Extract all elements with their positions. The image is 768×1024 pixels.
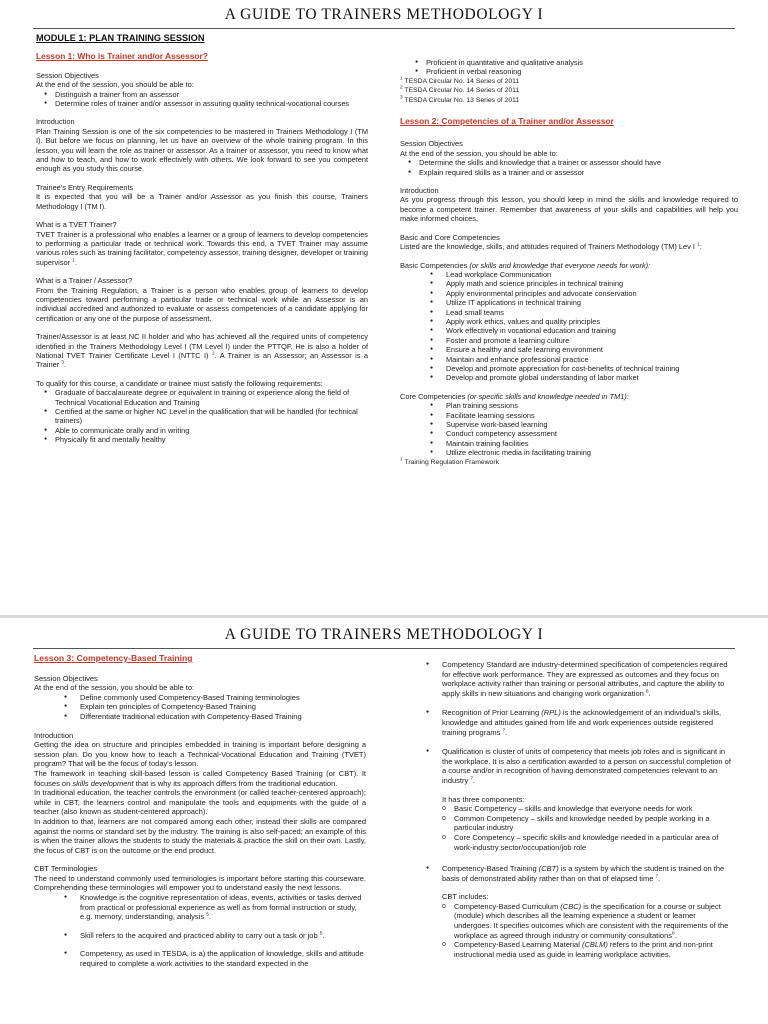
- basic-competencies-list: [408, 270, 738, 383]
- section-heading: Session Objectives: [400, 139, 463, 149]
- list-item: ● Proficient in quantitative and qualitative analysis: [415, 58, 738, 67]
- list-item: ● Proficient in verbal reasoning: [415, 67, 738, 76]
- list-item: ● Supervise work-based learning: [408, 420, 738, 429]
- section-heading: Basic Competencies (or skills and knowledge that everyone needs for work):: [400, 260, 651, 270]
- list-item: o Common Competency – skills and knowledge needed by people working in a particular industry: [442, 814, 734, 833]
- objectives-list: [42, 693, 366, 722]
- list-item: o Competency-Based Curriculum (CBC) is the specification for a course or subject (module) which describes all the learning experience a student or learner undergoes. It specifies outcomes which are consistent with the requirements of the workplace as agreed through industry or community consultations$^8$.: [442, 902, 734, 940]
- list-item: ● Lead small teams: [408, 308, 738, 317]
- list-item: ● Plan training sessions: [408, 401, 738, 410]
- paragraph: Trainer/Assessor is at least NC II holder and who has achieved all the required units of competency identified in the Trainers Methodology Level I (TM Level I) under the PTTQF. He is also a holder of National TVET Trainer Certificate Level I (NTTC I) $^2$. A Trainer is an Assessor; an Assessor is a Trainer $^3$.: [36, 332, 369, 370]
- lesson-title: Lesson 1: Who is Trainer and/or Assessor?: [36, 51, 208, 62]
- objectives-list: [44, 90, 368, 109]
- list-item: ● Apply work ethics, values and quality principles: [408, 317, 738, 326]
- section-heading: Introduction: [36, 117, 75, 127]
- list-item: ● Develop and promote appreciation for cost-benefits of technical training: [408, 364, 738, 373]
- list-item: ● Differentiate traditional education with Competency-Based Training: [42, 712, 366, 722]
- core-competencies-list: [408, 401, 738, 457]
- lesson-title: Lesson 3: Competency-Based Training: [34, 653, 193, 663]
- paragraph: To qualify for this course, a candidate or trainee must satisfy the following requirements:: [36, 378, 323, 388]
- footnote: $^3$ TESDA Circular No. 13 Series of 2011: [400, 95, 520, 104]
- list-item: ● Define commonly used Competency-Based Training terminologies: [42, 693, 366, 703]
- list-item: ● Apply environmental principles and advocate conservation: [408, 289, 738, 298]
- list-item: ● Certified at the same or higher NC Level in the qualification that will be handled (for technical trainers): [44, 407, 368, 426]
- list-item: ● Foster and promote a learning culture: [408, 336, 738, 345]
- right-column: [404, 660, 734, 959]
- section-heading: Introduction: [400, 186, 439, 196]
- paragraph: It is expected that you will be a Trainer and/or Assessor as you finish this course, Trainers Methodology I (TM I).: [36, 192, 368, 211]
- page-header-title: A GUIDE TO TRAINERS METHODOLOGY I: [224, 626, 544, 643]
- paragraph: The need to understand commonly used terminologies is important before starting this courseware. Comprehending these terminologies will empower you to understand easily the next lessons.: [34, 873, 366, 893]
- terminology-list-cont: [404, 660, 734, 786]
- text-run: . A Trainer is an Assessor; an Assessor is a Trainer: [36, 350, 369, 370]
- paragraph: It has three components:: [442, 794, 525, 804]
- list-item: ● Work effectively in vocational education and training: [408, 326, 738, 335]
- section-heading: What is a Trainer / Assessor?: [36, 276, 133, 286]
- list-item: ● Graduate of baccalaureate degree or equivalent in training or experience along the field of Technical Vocational Education and Training: [44, 388, 368, 407]
- paragraph: In traditional education, the teacher controls the environment (or called teacher-centered approach); while in CBT, the learners control and manipulate the tools and equipments with the guide of a teacher (also known as student-centered approach).: [34, 788, 366, 817]
- list-item: ● Distinguish a trainer from an assessor: [44, 90, 368, 99]
- paragraph: Listed are the knowledge, skills, and attitudes required of Trainers Methodology (TM) Lev I $^1$:: [400, 242, 702, 252]
- list-item: ● Knowledge is the cognitive representation of ideas, events, activities or tasks derived from practical or professional experience as well as from formal instruction or study, e.g. memory, understanding, analysis $^5$.: [42, 893, 366, 922]
- section-heading: Core Competencies (or specific skills and knowledge needed in TM1):: [400, 391, 629, 401]
- requirements-list: [44, 388, 368, 444]
- section-heading: Trainee's Entry Requirements: [36, 182, 134, 192]
- text-run: Trainer/Assessor is at least NC II holder and who has achieved all the required units of competency identified in the Trainers Methodology Level I (TM Level I) under the PTTQF. He is also a holder of National TVET Trainer Certificate Level I (NTTC I): [36, 332, 368, 360]
- list-item: ● Maintain training facilities: [408, 439, 738, 448]
- paragraph: CBT includes:: [442, 892, 489, 902]
- list-item: ● Competency Standard are industry-determined specification of competencies required for effective work performance. They are expressed as outcomes and they focus on workplace activity rather than training or personal attributes, and capture the ability to apply skills in new situations and changing work organization $^6$.: [404, 660, 734, 698]
- header-rule: [33, 28, 735, 29]
- left-column: [36, 34, 368, 445]
- footnote: $^1$ Training Regulation Framework: [400, 457, 500, 466]
- list-item: ● Skill refers to the acquired and practiced ability to carry out a task or job $^5$.: [42, 931, 366, 941]
- list-item: o Core Competency – specific skills and knowledge needed in a particular area of work-industry sector/occupation/job role: [442, 833, 734, 852]
- paragraph: As you progress through this lesson, you should keep in mind the skills and knowledge required to become a competent trainer. Remember that awareness of your skills and capabilities will help you make informed choices.: [400, 195, 738, 224]
- list-item: ● Facilitate learning sessions: [408, 411, 738, 420]
- list-item: ● Competency-Based Training (CBT) is a system by which the student is trained on the basis of demonstrated ability rather than on that of elapsed time $^7$.: [404, 864, 734, 883]
- cbt-definition-list: [404, 864, 734, 883]
- list-item: ● Recognition of Prior Learning (RPL) is the acknowledgement of an individual's skills, knowledge and attitudes gained from life and work experiences outside registered training programs $^7$.: [404, 708, 734, 737]
- left-column: [34, 654, 366, 969]
- list-item: ● Competency, as used in TESDA, is a) the application of knowledge, skills and attitude required to complete a work activities to the standard expected in the: [42, 949, 366, 968]
- list-item: o Basic Competency – skills and knowledge that everyone needs for work: [442, 804, 734, 814]
- cbt-includes-list: [442, 902, 734, 960]
- list-item: ● Determine roles of trainer and/or assessor in assuring quality technical-vocational courses: [44, 99, 368, 108]
- paragraph: TVET Trainer is a professional who enables a learner or a group of learners to develop competencies to performing a particular trade or technical work. Towards this end, a TVET Trainer may assume various roles such as training facilitator, competency assessor, training designer, developer or training supervisor $^1$.: [36, 229, 368, 267]
- list-item: ● Maintain and enhance professional practice: [408, 355, 738, 364]
- list-item: ● Qualification is cluster of units of competency that meets job roles and is significant in the workplace. It is also a certification awarded to a person on successful completion of a course and/or in recognition of having demonstrated competencies relevant to an industry $^7$.: [404, 747, 734, 785]
- list-item: ● Explain required skills as a trainer and or assessor: [408, 168, 738, 177]
- list-item: ● Physically fit and mentally healthy: [44, 435, 368, 444]
- paragraph: In addition to that, learners are not compared among each other, instead their skills are compared against the norms or standard set by the industry. The training is also self-paced; an example of this is when the trainer allows the students to study the materials & practice the skill on their own. Lastly, the focus of CBT is on the outcome or the end product.: [34, 816, 366, 855]
- footnote-ref: 1: [72, 258, 75, 264]
- section-heading: CBT Terminologies: [34, 864, 98, 874]
- paragraph: At the end of the session, you should be able to:: [400, 148, 558, 158]
- objectives-list: [408, 158, 738, 177]
- page-header-title: A GUIDE TO TRAINERS METHODOLOGY I: [224, 6, 544, 23]
- list-item: ● Explain ten principles of Competency-Based Training: [42, 702, 366, 712]
- list-item: o Competency-Based Learning Material (CBLM) refers to the print and non-print instructional media used as guide in learning workplace activities.: [442, 940, 734, 959]
- paragraph: Plan Training Session is one of the six competencies to be mastered in Trainers Methodology I (TM I). But before we focus on planning, let us have an overview of the whole training program. In this lesson, you will learn the role as trainer or assessor. As a trainer or assessor, you need to know what and how to teach, and how to work effectively with others. We look forward to see you competent enough as you study this course.: [36, 126, 368, 174]
- list-item: ● Conduct competency assessment: [408, 429, 738, 438]
- list-item: ● Lead workplace Communication: [408, 270, 738, 279]
- section-heading: What is a TVET Trainer?: [36, 220, 117, 230]
- list-item: ● Able to communicate orally and in writing: [44, 426, 368, 435]
- right-column: [400, 58, 738, 467]
- paragraph: At the end of the session, you should be able to:: [36, 80, 194, 90]
- paragraph: The framework in teaching skill-based lesson is called Competency Based Training (or CBT). It focuses on skills development that is why its approach differs from the traditional education.: [34, 768, 366, 788]
- components-list: [442, 804, 734, 852]
- footnote-ref: 2: [211, 351, 215, 357]
- terminology-list: [42, 893, 366, 969]
- paragraph: From the Training Regulation, a Trainer is a person who enables group of learners to develop competencies toward performing a particular trade or technical work while an Assessor is an individual accredited and authorized to evaluate or assess competencies of a candidate applying for certification or any one of the purpose of assessment.: [36, 285, 368, 323]
- header-rule: [33, 648, 735, 649]
- list-item: ● Utilize IT applications in technical training: [408, 298, 738, 307]
- paragraph: At the end of the session, you should be able to:: [34, 683, 195, 693]
- continued-list: [415, 58, 738, 77]
- paragraph: Getting the idea on structure and principles embedded in training is important before designing a session plan. Do you know how to teach a Technical-Vocational Education and Training (TVET) program? That will be the focus of today's lesson.: [34, 740, 366, 769]
- list-item: ● Utilize electronic media in facilitating training: [408, 448, 738, 457]
- list-item: ● Ensure a healthy and safe learning environment: [408, 345, 738, 354]
- footnote-ref: 3: [61, 360, 64, 366]
- footnote: $^2$ TESDA Circular No. 14 Series of 2011: [400, 85, 520, 95]
- section-heading: Session Objectives: [36, 70, 99, 80]
- list-item: ● Develop and promote global understanding of labor market: [408, 373, 738, 382]
- module-title: MODULE 1: PLAN TRAINING SESSION: [36, 33, 205, 43]
- page-2: [0, 618, 768, 1024]
- list-item: ● Apply math and science principles in technical training: [408, 279, 738, 288]
- section-heading: Session Objectives: [34, 673, 98, 683]
- section-heading: Introduction: [34, 730, 74, 740]
- footnote: $^1$ TESDA Circular No. 14 Series of 2011: [400, 76, 520, 85]
- text-run: TVET Trainer is a professional who enables a learner or a group of learners to develop competencies to performing a particular trade or technical work. Towards this end, a TVET Trainer may assume various roles such as training facilitator, competency assessor, training designer, developer or training supervisor: [36, 229, 368, 267]
- list-item: ● Determine the skills and knowledge that a trainer or assessor should have: [408, 158, 738, 167]
- lesson-title: Lesson 2: Competencies of a Trainer and/or Assessor: [400, 116, 614, 127]
- section-heading: Basic and Core Competencies: [400, 232, 500, 242]
- footnote-ref: 1: [697, 242, 700, 248]
